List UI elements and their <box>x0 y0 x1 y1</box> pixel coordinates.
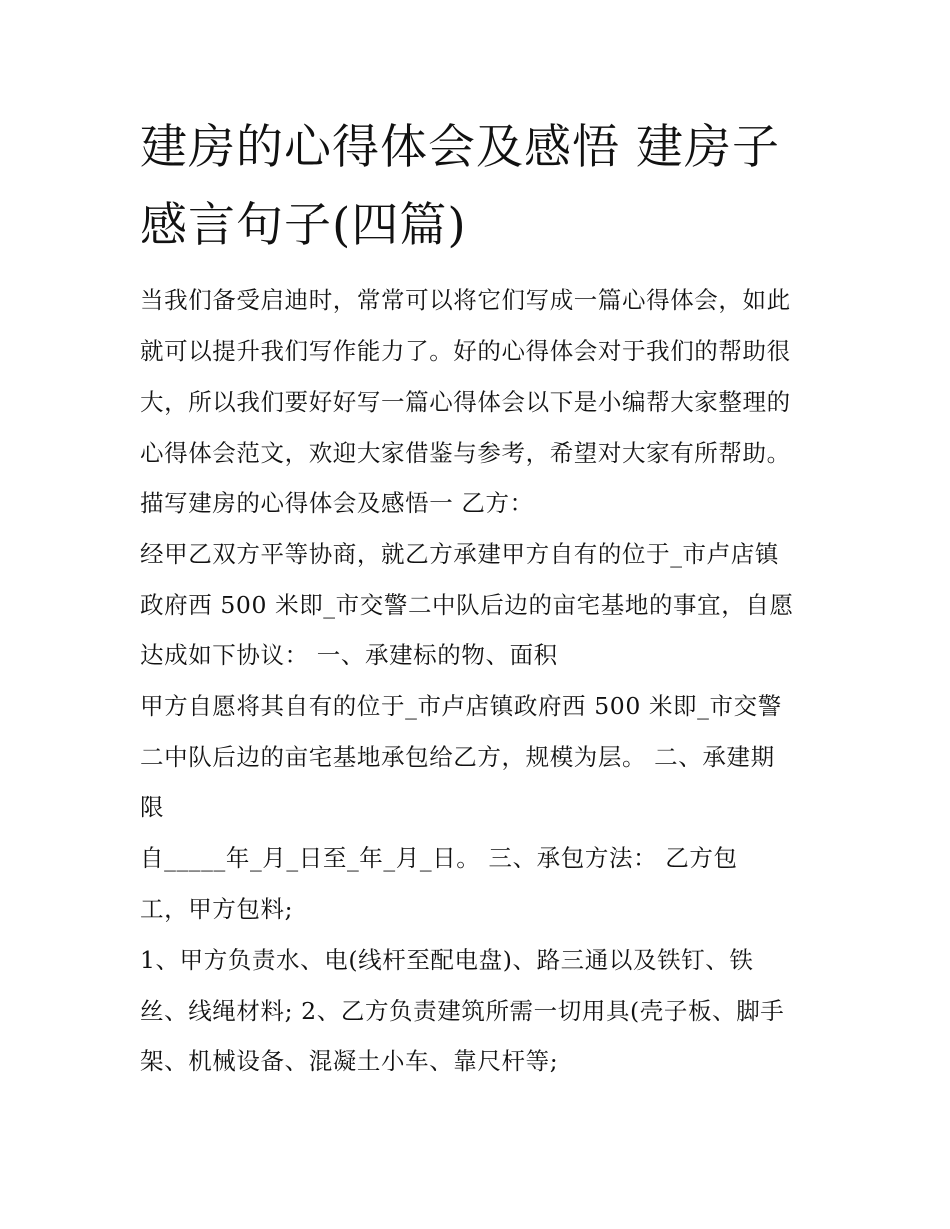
paragraph-line: 甲方自愿将其自有的位于_市卢店镇政府西 500 米即_市交警 <box>140 692 782 720</box>
paragraph-line: 丝、线绳材料; 2、乙方负责建筑所需一切用具(壳子板、脚手 <box>140 997 785 1025</box>
paragraph-line: 经甲乙双方平等协商，就乙方承建甲方自有的位于_市卢店镇 <box>140 540 779 568</box>
paragraph-line: 就可以提升我们写作能力了。好的心得体会对于我们的帮助很 <box>140 337 791 365</box>
section-heading-line: 描写建房的心得体会及感悟一 乙方： <box>140 489 534 517</box>
paragraph-line: 大，所以我们要好好写一篇心得体会以下是小编帮大家整理的 <box>140 388 791 416</box>
paragraph-line: 1、甲方负责水、电(线杆至配电盘)、路三通以及铁钉、铁 <box>140 946 754 974</box>
paragraph-line: 工，甲方包料; <box>140 895 294 923</box>
paragraph-line: 二中队后边的亩宅基地承包给乙方，规模为层。 二、承建期 <box>140 743 775 771</box>
paragraph-line: 达成如下协议： 一、承建标的物、面积 <box>140 641 558 669</box>
paragraph-line: 当我们备受启迪时，常常可以将它们写成一篇心得体会，如此 <box>140 286 791 314</box>
document-body <box>140 0 820 1229</box>
document-title-line-2: 感言句子(四篇) <box>140 198 467 253</box>
paragraph-line: 心得体会范文，欢迎大家借鉴与参考，希望对大家有所帮助。 <box>140 439 791 467</box>
paragraph-line: 架、机械设备、混凝土小车、靠尺杆等; <box>140 1047 559 1075</box>
paragraph-line: 政府西 500 米即_市交警二中队后边的亩宅基地的事宜，自愿 <box>140 591 794 619</box>
paragraph-line: 自_____年_月_日至_年_月_日。 三、承包方法： 乙方包 <box>140 844 738 872</box>
paragraph-line: 限 <box>140 793 165 821</box>
document-title-line-1: 建房的心得体会及感悟 建房子 <box>140 120 780 175</box>
